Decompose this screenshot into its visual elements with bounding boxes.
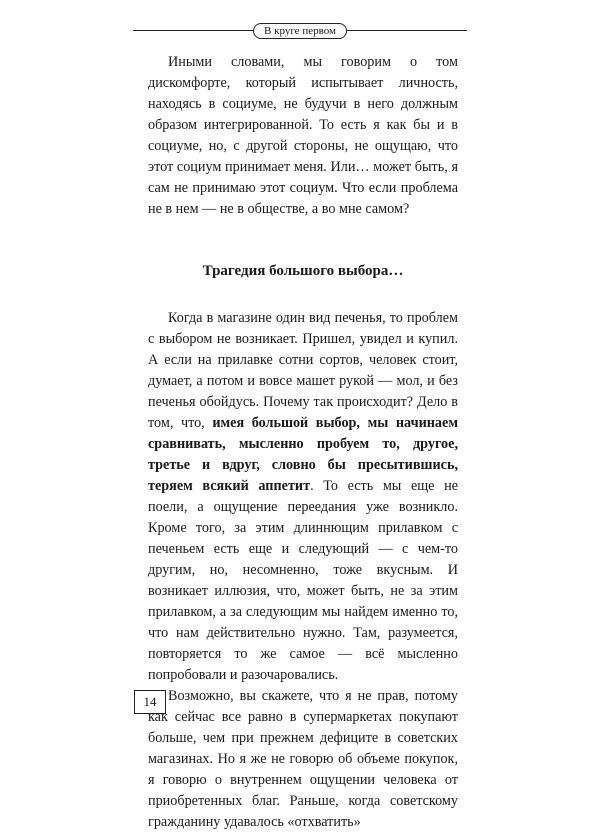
paragraph-1: Иными словами, мы говорим о том дискомфорте, который испытывает личность, находясь в социуме, не будучи в него должным образом интегрированной. То есть я как бы и в социуме, но, с другой стороны, не ощущаю, что этот социум принимает меня. Или… может быть, я сам не принимаю этот социум. Что если проблема не в нем — не в обществе, а во мне самом?	[148, 54, 458, 217]
paragraph-2	[148, 308, 458, 686]
section-heading: Трагедия большого выбора…	[202, 263, 404, 279]
page-body	[148, 52, 458, 833]
paragraph-3: Возможно, вы скажете, что я не прав, потому как сейчас все равно в супермаркетах покупают больше, чем при прежнем дефиците в советских магазинах. Но я же не говорю об объеме покупок, я говорю о внутреннем ощущении человека от приобретенных благ. Раньше, когда советскому гражданину удавалось «отхватить»	[148, 688, 458, 830]
page-number: 14	[134, 690, 166, 714]
paragraph-2-start: Когда в магазине один вид печенья, то проблем с выбором не возникает. Пришел, увидел и купил. А если на прилавке сотни сортов, человек стоит, думает, а потом и вовсе машет рукой — мол, и без печенья обойдусь. Почему так происходит? Дело в том, что,	[148, 310, 458, 431]
paragraph-2-bold: имея большой выбор, мы начинаем сравнивать, мысленно пробуем то, другое, третье и вдруг, словно бы пресытившись, теряем всякий аппетит	[148, 415, 458, 494]
running-header	[133, 15, 467, 47]
paragraph-2-end: . То есть мы еще не поели, а ощущение переедания уже возникло. Кроме того, за этим длиннющим прилавком с печеньем есть еще и следующий — с чем-то другим, но, несомненно, тоже вкусным. И возникает иллюзия, что, может быть, не за этим прилавком, а за следующим мы найдем именно то, что нам действительно нужно. Там, разумеется, повторяется то же самое — всё мысленно попробовали и разочаровались.	[148, 478, 458, 683]
running-title: В круге первом	[253, 23, 347, 39]
